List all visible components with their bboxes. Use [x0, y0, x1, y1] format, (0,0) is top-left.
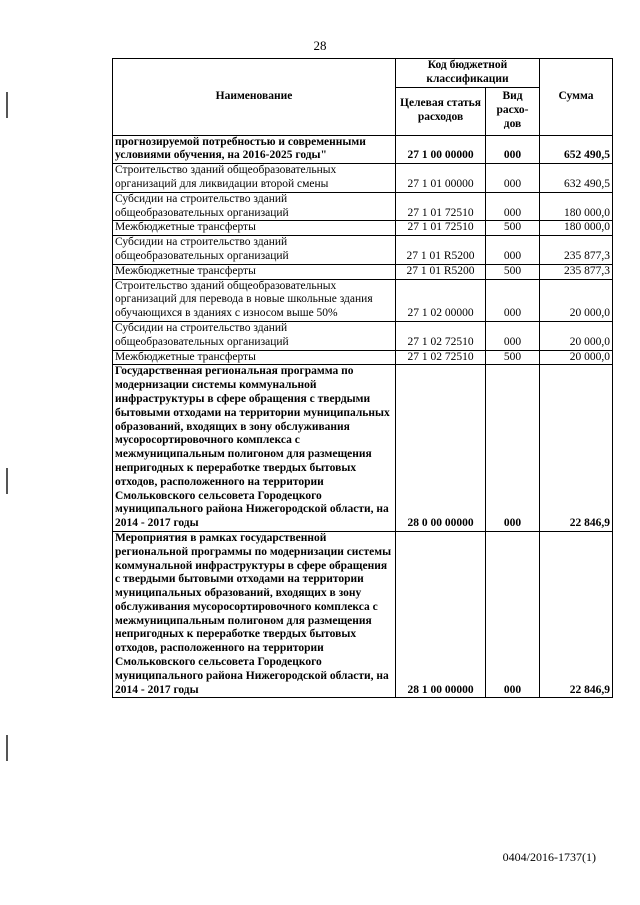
cell-name: Межбюджетные трансферты [113, 264, 396, 279]
cell-code: 27 1 01 72510 [396, 221, 486, 236]
cell-amount: 652 490,5 [540, 135, 613, 164]
table-row [113, 164, 613, 193]
cell-type: 000 [486, 164, 540, 193]
cell-type: 500 [486, 221, 540, 236]
cell-name: Мероприятия в рамках государственной региональной программы по модернизации системы коммунальной инфраструктуры в сфере обращения с твердыми бытовыми отходами на территории муниципальных образований, входящих в зону обслуживания мусоросортировочного комплекса с межмуниципальным полигоном для размещения непригодных к переработке твердых бытовых отходов, расположенного на территории Смольковского сельсовета Городецкого муниципального района Нижегородской области, на 2014 - 2017 годы [113, 531, 396, 698]
table-row [113, 365, 613, 532]
cell-amount: 235 877,3 [540, 264, 613, 279]
cell-amount: 20 000,0 [540, 350, 613, 365]
cell-type: 500 [486, 264, 540, 279]
table-row [113, 192, 613, 221]
cell-type: 000 [486, 321, 540, 350]
left-edge-mark [6, 92, 8, 118]
cell-code: 27 1 00 00000 [396, 135, 486, 164]
table-row [113, 135, 613, 164]
cell-type: 000 [486, 279, 540, 321]
cell-amount: 180 000,0 [540, 221, 613, 236]
cell-code: 27 1 01 72510 [396, 192, 486, 221]
cell-name: Межбюджетные трансферты [113, 350, 396, 365]
cell-code: 28 1 00 00000 [396, 531, 486, 698]
cell-name: прогнозируемой потребностью и современными условиями обучения, на 2016-2025 годы" [113, 135, 396, 164]
cell-type: 000 [486, 236, 540, 265]
cell-amount: 22 846,9 [540, 531, 613, 698]
cell-amount: 632 490,5 [540, 164, 613, 193]
cell-code: 27 1 02 72510 [396, 350, 486, 365]
cell-amount: 22 846,9 [540, 365, 613, 532]
table-row [113, 531, 613, 698]
cell-type: 000 [486, 365, 540, 532]
cell-amount: 235 877,3 [540, 236, 613, 265]
cell-name: Межбюджетные трансферты [113, 221, 396, 236]
budget-table [112, 58, 613, 698]
header-expense-type: Вид расхо-дов [486, 87, 540, 135]
header-amount: Сумма [540, 59, 613, 136]
cell-type: 500 [486, 350, 540, 365]
cell-code: 27 1 02 00000 [396, 279, 486, 321]
header-classification: Код бюджетной классификации [396, 59, 540, 88]
cell-code: 27 1 01 R5200 [396, 264, 486, 279]
table-row [113, 236, 613, 265]
cell-name: Строительство зданий общеобразовательных организаций для ликвидации второй смены [113, 164, 396, 193]
cell-amount: 180 000,0 [540, 192, 613, 221]
cell-amount: 20 000,0 [540, 321, 613, 350]
cell-name: Субсидии на строительство зданий общеобразовательных организаций [113, 192, 396, 221]
table-body [113, 135, 613, 698]
cell-name: Субсидии на строительство зданий общеобразовательных организаций [113, 236, 396, 265]
left-edge-mark [6, 735, 8, 761]
cell-name: Строительство зданий общеобразовательных организаций для перевода в новые школьные здания обучающихся в зданиях с износом выше 50% [113, 279, 396, 321]
cell-code: 27 1 02 72510 [396, 321, 486, 350]
cell-code: 27 1 01 00000 [396, 164, 486, 193]
table-row [113, 264, 613, 279]
cell-amount: 20 000,0 [540, 279, 613, 321]
left-edge-mark [6, 468, 8, 494]
cell-name: Государственная региональная программа по модернизации системы коммунальной инфраструктуры в сфере обращения с твердыми бытовыми отходами на территории муниципальных образований, входящих в зону обслуживания мусоросортировочного комплекса с межмуниципальным полигоном для размещения непригодных к переработке твердых бытовых отходов, расположенного на территории Смольковского сельсовета Городецкого муниципального района Нижегородской области, на 2014 - 2017 годы [113, 365, 396, 532]
page-number: 28 [313, 38, 327, 53]
cell-type: 000 [486, 135, 540, 164]
document-code: 0404/2016-1737(1) [502, 850, 596, 864]
table-row [113, 350, 613, 365]
header-target-article: Целевая статья расходов [396, 87, 486, 135]
cell-name: Субсидии на строительство зданий общеобразовательных организаций [113, 321, 396, 350]
cell-type: 000 [486, 192, 540, 221]
cell-type: 000 [486, 531, 540, 698]
table-row [113, 221, 613, 236]
cell-code: 27 1 01 R5200 [396, 236, 486, 265]
table-row [113, 279, 613, 321]
cell-code: 28 0 00 00000 [396, 365, 486, 532]
table-row [113, 321, 613, 350]
header-name: Наименование [113, 59, 396, 136]
